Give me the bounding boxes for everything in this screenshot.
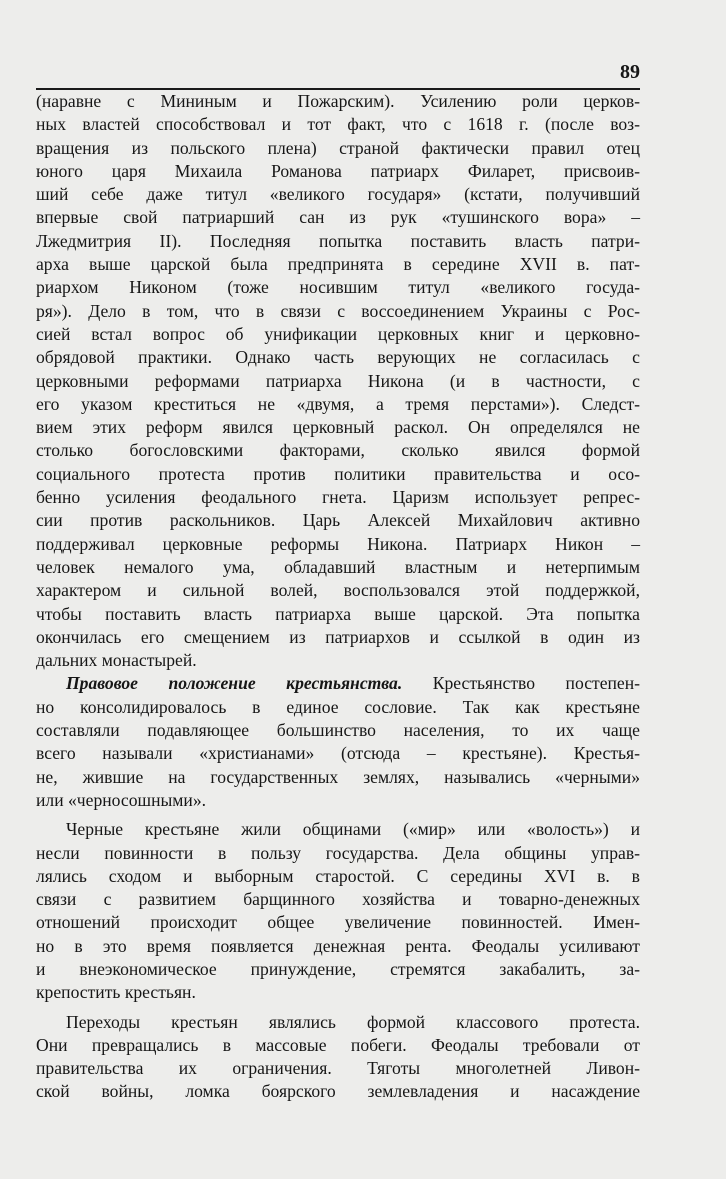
body-text (36, 90, 640, 1104)
text-line: сией встал вопрос об унификации церковных книг и церковно- (36, 323, 640, 344)
text-line: обрядовой практики. Однако часть верующих не согласилась с (36, 347, 640, 368)
text-line: чтобы поставить власть патриарха выше царской. Эта попытка (36, 603, 640, 624)
text-line: поддерживал церковные реформы Никона. Патриарх Никон – (36, 533, 640, 554)
text-line: отношений происходит общее увеличение повинностей. Имен- (36, 912, 640, 933)
section-heading: Правовое положение крестьянства. (66, 673, 403, 694)
text-line: лялись сходом и выборным старостой. С середины XVI в. в (36, 865, 640, 886)
text-line: бенно усиления феодального гнета. Царизм использует репрес- (36, 487, 640, 508)
text-line: сии против раскольников. Царь Алексей Михайлович активно (36, 510, 640, 531)
text-line: риархом Никоном (тоже носившим титул «великого госуда- (36, 277, 640, 298)
text-line: и внеэкономическое принуждение, стремятся закабалить, за- (36, 958, 640, 979)
text-line: (наравне с Мининым и Пожарским). Усилению роли церков- (36, 91, 640, 111)
text-line: дальних монастырей. (36, 650, 197, 671)
text-line: вращения из польского плена) страной фактически правил отец (36, 137, 640, 158)
text-line-with-heading (36, 672, 640, 695)
text-line: но консолидировалось в единое сословие. Так как крестьяне (36, 696, 640, 717)
text-line: вием этих реформ явился церковный раскол. Он определялся не (36, 417, 640, 438)
text-line: ных властей способствовал и тот факт, что с 1618 г. (после воз- (36, 114, 640, 135)
text-line: правительства их ограничения. Тяготы многолетней Ливон- (36, 1058, 640, 1079)
text-line: но в это время появляется денежная рента. Феодалы усиливают (36, 935, 640, 956)
text-line: Черные крестьяне жили общинами («мир» или «волость») и (66, 819, 640, 840)
paragraph-peasant-transfers (36, 1011, 640, 1104)
text-line: впервые свой патриарший сан из рук «тушинского вора» – (36, 207, 640, 228)
text-line: юного царя Михаила Романова патриарх Филарет, присвоив- (36, 160, 640, 181)
text-line-tail: Крестьянство постепен- (402, 673, 640, 694)
text-line: церковными реформами патриарха Никона (и в частности, с (36, 370, 640, 391)
text-line: социального протеста против политики правительства и осо- (36, 463, 640, 484)
text-line: несли повинности в пользу государства. Дела общины управ- (36, 842, 640, 863)
text-line: Лжедмитрия II). Последняя попытка поставить власть патри- (36, 230, 640, 251)
text-line: не, жившие на государственных землях, назывались «черными» (36, 766, 640, 787)
text-line: или «черносошными». (36, 789, 207, 810)
text-line: ря»). Дело в том, что в связи с воссоединением Украины с Рос- (36, 300, 640, 321)
paragraph-peasant-status (36, 672, 640, 812)
text-line: ской войны, ломка боярского землевладения и насаждение (36, 1081, 640, 1102)
text-line: крепостить крестьян. (36, 982, 196, 1003)
text-line: Переходы крестьян являлись формой классового протеста. (66, 1011, 640, 1032)
paragraph-black-peasants (36, 818, 640, 1004)
text-line: человек немалого ума, обладавший властным и нетерпимым (36, 556, 640, 577)
text-line: столько богословскими факторами, сколько явился формой (36, 440, 640, 461)
text-line: связи с развитием барщинного хозяйства и товарно-денежных (36, 889, 640, 910)
text-line: ший себе даже титул «великого государя» (кстати, получивший (36, 184, 640, 205)
text-line: Они превращались в массовые побеги. Феодалы требовали от (36, 1034, 640, 1055)
text-line: арха выше царской была предпринята в середине XVII в. пат- (36, 254, 640, 275)
text-line: характером и сильной волей, воспользовался этой поддержкой, (36, 580, 640, 601)
page-number: 89 (620, 61, 640, 83)
text-line: его указом креститься не «двумя, а тремя перстами»). Следст- (36, 393, 640, 414)
text-line: всего называли «христианами» (отсюда – крестьяне). Крестья- (36, 743, 640, 764)
paragraph-church-schism (36, 90, 640, 672)
text-line: составляли подавляющее большинство населения, то их чаще (36, 720, 640, 741)
text-line: окончилась его смещением из патриархов и ссылкой в один из (36, 626, 640, 647)
